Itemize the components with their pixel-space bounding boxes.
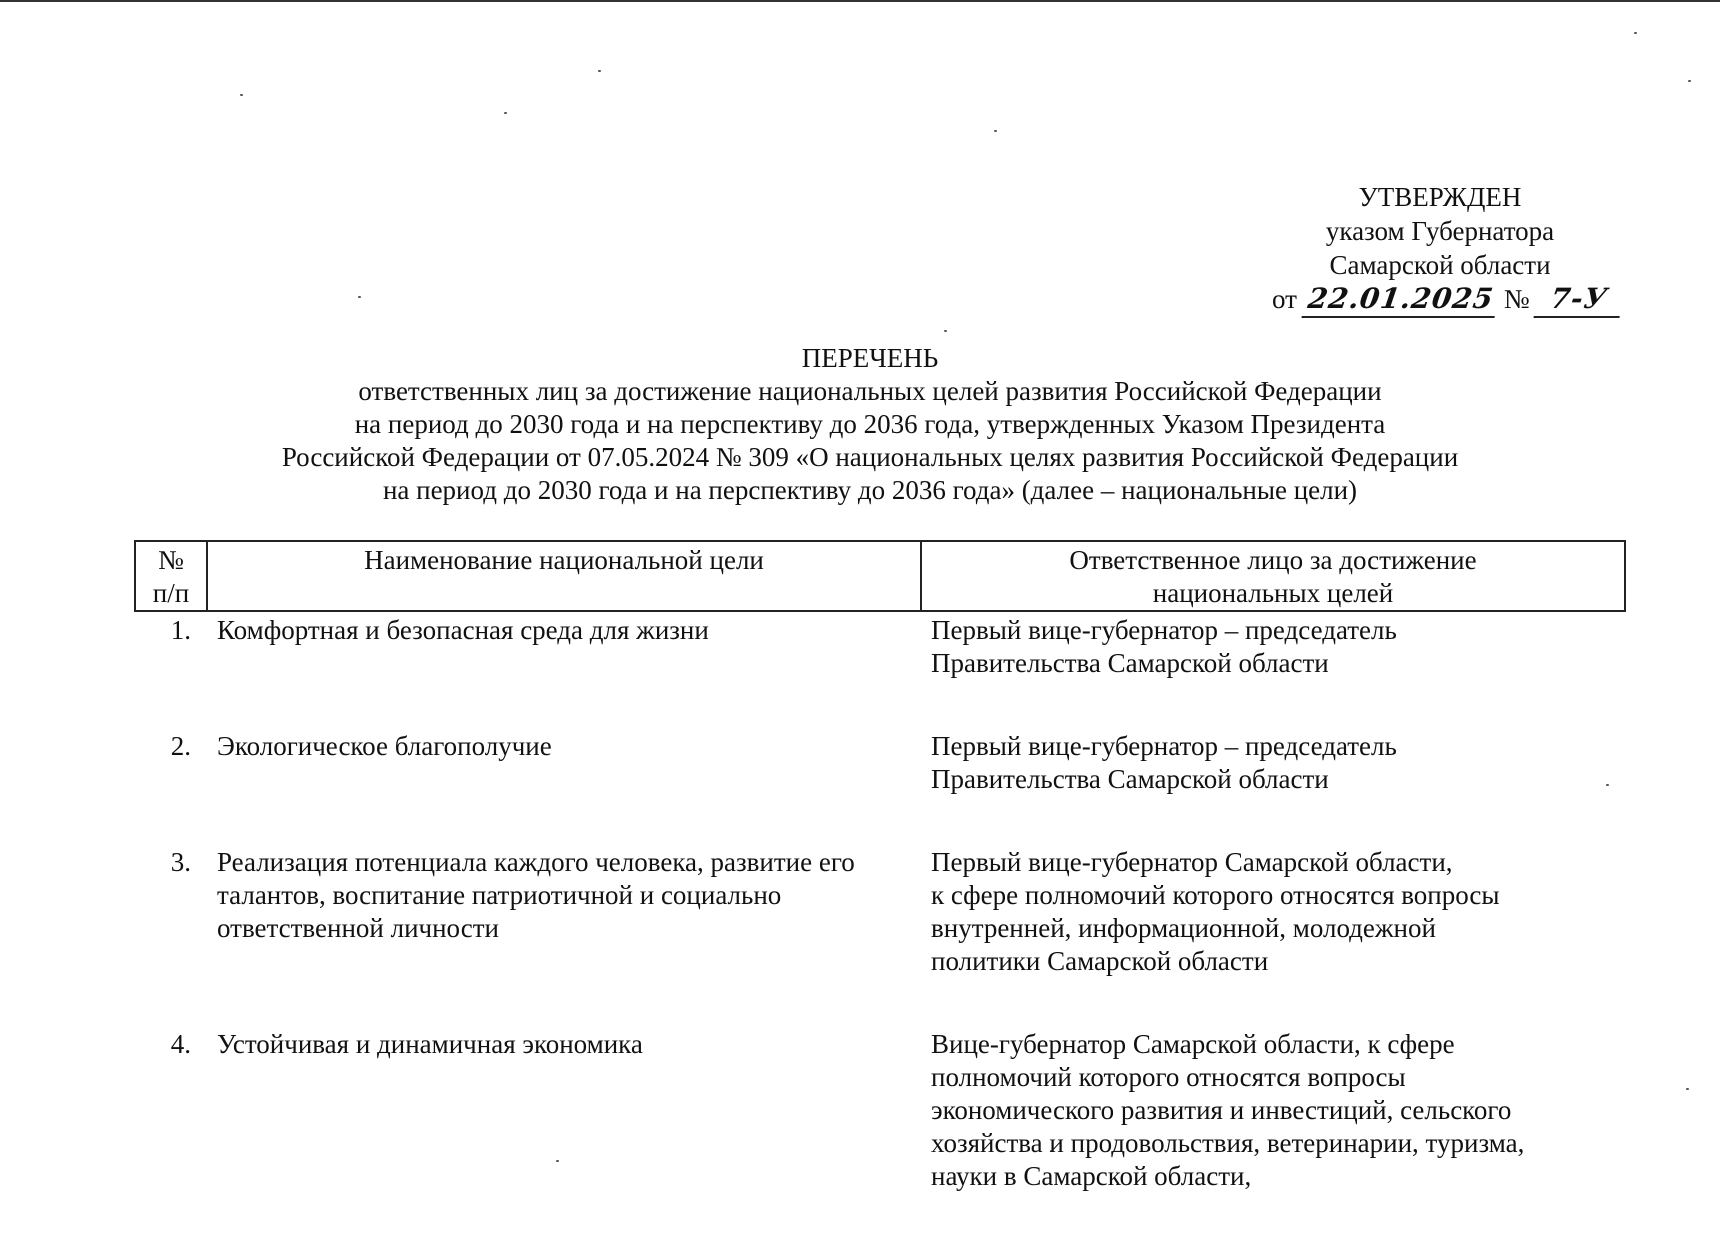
row-responsible (921, 728, 1625, 844)
row-number: 4. (170, 1029, 191, 1059)
goal-line: Устойчивая и динамичная экономика (217, 1029, 643, 1059)
responsible-line: Вице-губернатор Самарской области, к сфере (931, 1029, 1455, 1059)
header-number-line: п/п (152, 578, 190, 608)
heading-line: на период до 2030 года и на перспективу до 2036 года, утвержденных Указом Президента (354, 409, 1386, 439)
responsible-line: полномочий которого относятся вопросы (931, 1062, 1406, 1092)
row-goal (207, 1026, 921, 1241)
header-goal (207, 541, 921, 611)
header-responsible-line: национальных целей (1152, 578, 1394, 608)
row-goal (207, 728, 921, 844)
approval-block (1240, 180, 1640, 318)
scan-speck (1634, 32, 1637, 34)
approval-number: 7-У (1534, 282, 1625, 318)
approval-region: Самарской области (1329, 250, 1551, 280)
responsible-line: Первый вице-губернатор Самарской области, (931, 847, 1453, 877)
scan-speck (598, 70, 601, 72)
scan-speck (1688, 80, 1691, 82)
approval-date: 22.01.2025 (1301, 282, 1499, 318)
responsible-line: Первый вице-губернатор – председатель (931, 731, 1397, 761)
scan-speck (240, 94, 243, 96)
goal-line: Комфортная и безопасная среда для жизни (217, 615, 709, 645)
heading-line: ответственных лиц за достижение национальных целей развития Российской Федерации (358, 376, 1382, 406)
approval-by: указом Губернатора (1325, 216, 1555, 246)
row-number: 1. (170, 615, 191, 645)
row-goal (207, 844, 921, 1026)
table-header-row (135, 541, 1625, 611)
approval-date-prefix: от (1272, 284, 1297, 314)
goal-line: ответственной личности (217, 913, 499, 943)
goals-table (134, 540, 1626, 1241)
table-row (135, 844, 1625, 1026)
responsible-line: хозяйства и продовольствия, ветеринарии, туризма, (931, 1128, 1525, 1158)
scan-top-edge (0, 0, 1720, 2)
responsible-line: экономического развития и инвестиций, сельского (931, 1095, 1512, 1125)
responsible-line: Первый вице-губернатор – председатель (931, 615, 1397, 645)
goal-line: талантов, воспитание патриотичной и социально (217, 880, 782, 910)
header-responsible-line: Ответственное лицо за достижение (1069, 545, 1477, 575)
goal-line: Реализация потенциала каждого человека, развитие его (217, 847, 855, 877)
responsible-line: внутренней, информационной, молодежной (931, 913, 1436, 943)
heading-line: Российской Федерации от 07.05.2024 № 309 «О национальных целях развития Российской Федерации (281, 442, 1459, 472)
header-goal-text: Наименование национальной цели (364, 545, 764, 575)
scan-speck (504, 112, 507, 114)
responsible-line: Правительства Самарской области (931, 764, 1329, 794)
responsible-line: науки в Самарской области, (931, 1161, 1252, 1191)
approval-date-line (1240, 282, 1640, 318)
responsible-line: Правительства Самарской области (931, 648, 1329, 678)
approval-status: УТВЕРЖДЕН (1358, 182, 1522, 212)
scan-speck (358, 296, 361, 298)
header-number (135, 541, 207, 611)
row-responsible (921, 611, 1625, 728)
row-responsible (921, 844, 1625, 1026)
row-responsible (921, 1026, 1625, 1241)
document-title: ПЕРЕЧЕНЬ (801, 343, 939, 373)
table-row (135, 728, 1625, 844)
responsible-line: к сфере полномочий которого относятся вопросы (931, 880, 1500, 910)
scan-speck (1686, 1088, 1689, 1090)
goal-line: Экологическое благополучие (217, 731, 552, 761)
row-number: 2. (170, 731, 191, 761)
table-row (135, 611, 1625, 728)
approval-number-prefix: № (1503, 284, 1530, 314)
scan-speck (944, 330, 947, 332)
row-goal (207, 611, 921, 728)
table-row (135, 1026, 1625, 1241)
heading-line: на период до 2030 года и на перспективу до 2036 года» (далее – национальные цели) (382, 475, 1358, 505)
row-number: 3. (170, 847, 191, 877)
header-number-line: № (158, 545, 184, 575)
scan-speck (994, 130, 997, 132)
document-heading (160, 342, 1580, 507)
header-responsible (921, 541, 1625, 611)
responsible-line: политики Самарской области (931, 946, 1269, 976)
